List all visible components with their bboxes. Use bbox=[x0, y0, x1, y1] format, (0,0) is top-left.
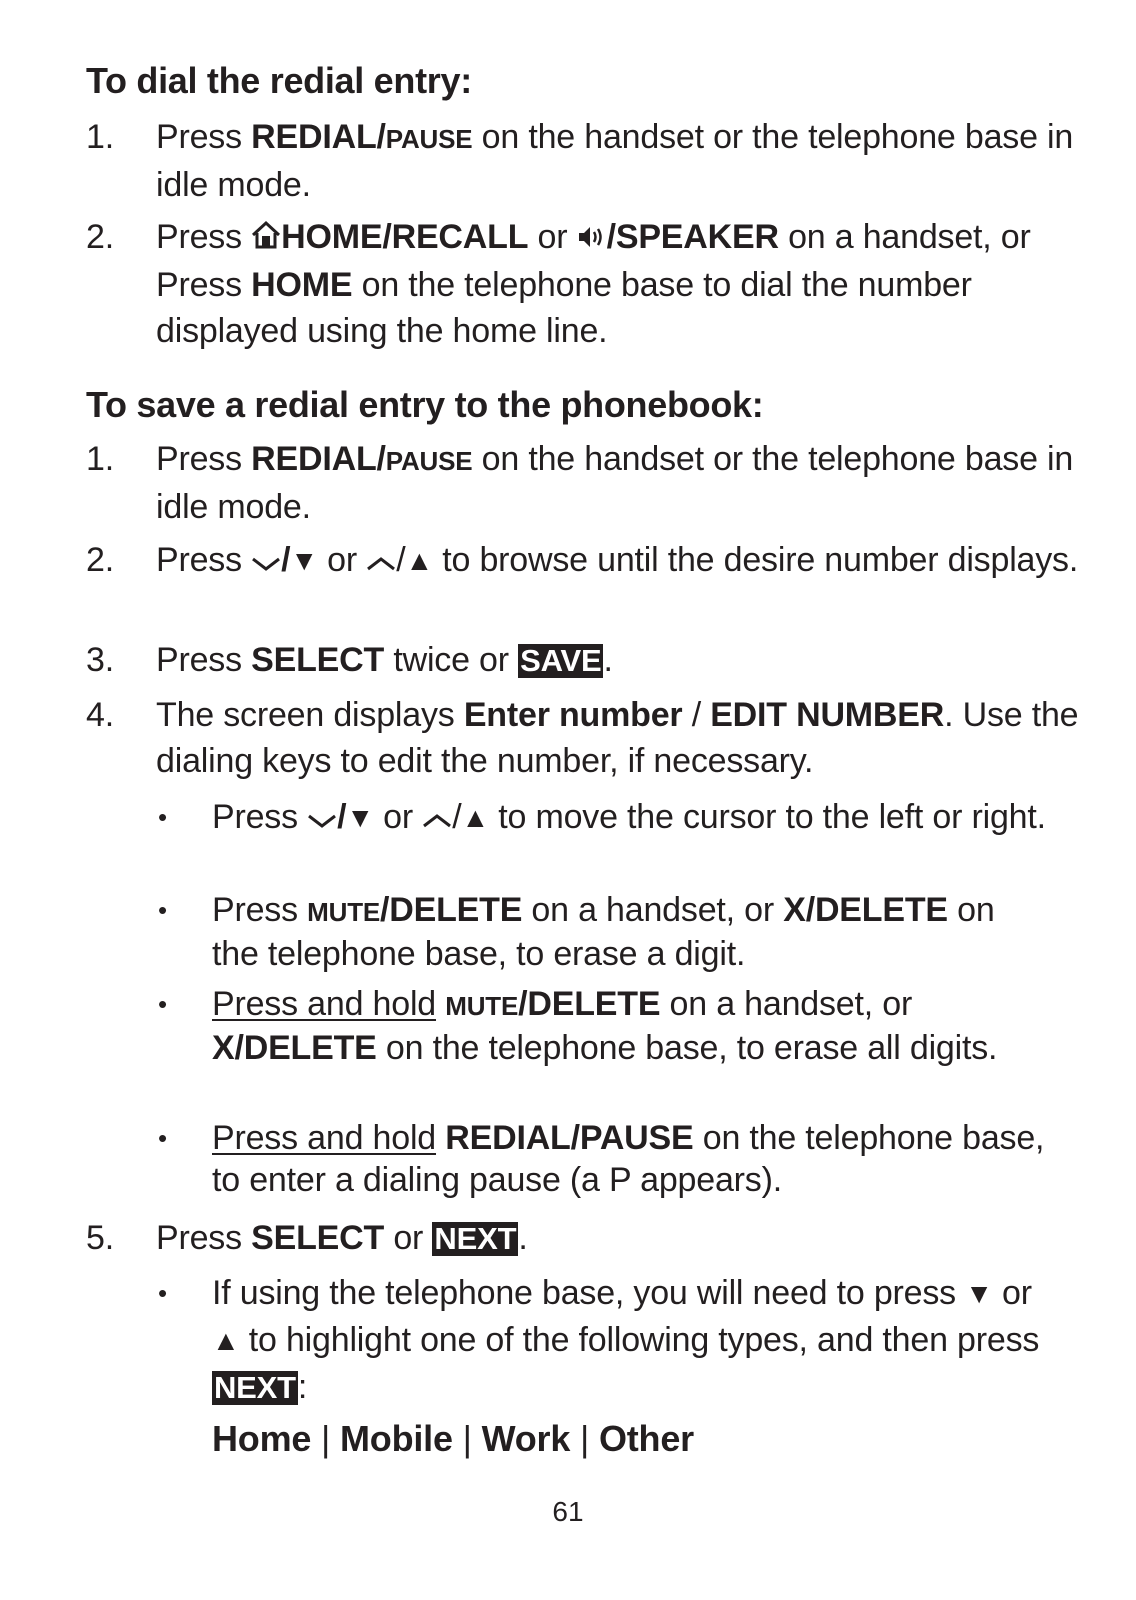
step-number: 4. bbox=[86, 696, 114, 734]
step-text: . bbox=[518, 1219, 528, 1257]
bullet-text: on the telephone base, to erase a digit. bbox=[212, 891, 995, 973]
step-text: to browse until the desire number displays. bbox=[433, 541, 1079, 579]
down-triangle-icon: ▼ bbox=[965, 1278, 993, 1309]
screen-text-enter-number: Enter number bbox=[463, 696, 683, 734]
bullet-mark: • bbox=[158, 1278, 167, 1308]
key-redial-pause: REDIAL/PAUSE bbox=[445, 1119, 694, 1157]
step-number: 2. bbox=[86, 218, 114, 256]
bullet-text: to move the cursor to the left or right. bbox=[489, 798, 1046, 836]
bullet-erase-digit bbox=[150, 889, 1050, 975]
down-chevron-icon bbox=[307, 798, 337, 840]
type-work: Work bbox=[481, 1418, 571, 1459]
up-triangle-icon: ▲ bbox=[405, 545, 434, 576]
key-delete: /DELETE bbox=[380, 891, 523, 929]
press-and-hold-text: Press and hold bbox=[212, 1119, 437, 1157]
bullet-text: to highlight one of the following types, and then press bbox=[239, 1321, 1040, 1359]
up-chevron-icon bbox=[422, 798, 452, 840]
slash: / bbox=[452, 798, 462, 836]
type-separator: | bbox=[321, 1418, 331, 1459]
step-text: on the handset or the telephone base in idle mode. bbox=[156, 118, 1074, 204]
bullet-mark: • bbox=[158, 802, 167, 832]
bullet-text bbox=[436, 985, 445, 1023]
screen-text-edit-number: EDIT NUMBER bbox=[710, 696, 945, 734]
type-home: Home bbox=[212, 1418, 312, 1459]
bullet-mark: • bbox=[158, 1123, 167, 1153]
save-step-4 bbox=[86, 692, 1086, 784]
phone-type-options bbox=[212, 1418, 694, 1460]
up-triangle-icon: ▲ bbox=[461, 802, 490, 833]
type-other: Other bbox=[598, 1418, 694, 1459]
bullet-text: or bbox=[992, 1274, 1032, 1312]
step-text: Press bbox=[156, 641, 252, 679]
bullet-text: Press bbox=[212, 891, 308, 929]
bullet-text: or bbox=[373, 798, 423, 836]
dial-step-2 bbox=[86, 214, 1086, 354]
step-number: 2. bbox=[86, 541, 114, 579]
bullet-text: : bbox=[297, 1368, 308, 1406]
step-text: . Use the dialing keys to edit the number, if necessary. bbox=[156, 696, 1079, 780]
key-delete: /DELETE bbox=[518, 985, 661, 1023]
step-text: Press bbox=[156, 118, 252, 156]
home-icon bbox=[251, 216, 281, 262]
softkey-save: SAVE bbox=[520, 643, 602, 678]
bullet-text: on a handset, or bbox=[660, 985, 913, 1023]
step-number: 1. bbox=[86, 118, 114, 156]
bullet-text: If using the telephone base, you will need to press bbox=[212, 1274, 966, 1312]
save-step-1 bbox=[86, 436, 1086, 530]
step-text: or bbox=[528, 218, 577, 256]
step-text: . bbox=[603, 641, 613, 679]
step-text: The screen displays bbox=[156, 696, 464, 734]
slash: / bbox=[281, 541, 291, 579]
key-redial: REDIAL/ bbox=[251, 118, 386, 156]
step-text: on the telephone base to dial the number displayed using the home line. bbox=[156, 266, 972, 351]
step-text: twice or bbox=[384, 641, 519, 679]
softkey-next: NEXT bbox=[434, 1221, 517, 1256]
step-number: 3. bbox=[86, 641, 114, 679]
key-pause: PAUSE bbox=[385, 124, 473, 154]
section-heading-dial-redial: To dial the redial entry: bbox=[86, 60, 472, 101]
key-x-delete: X/DELETE bbox=[212, 1029, 377, 1067]
dial-step-1 bbox=[86, 114, 1086, 208]
bullet-text: Press bbox=[212, 798, 308, 836]
softkey-next: NEXT bbox=[214, 1370, 296, 1405]
bullet-text bbox=[436, 1119, 445, 1157]
key-mute: MUTE bbox=[445, 991, 519, 1021]
key-home: HOME bbox=[251, 266, 353, 305]
step-text: or bbox=[317, 541, 367, 579]
bullet-mark: • bbox=[158, 989, 167, 1019]
bullet-move-cursor bbox=[150, 796, 1050, 840]
bullet-text: on a handset, or bbox=[522, 891, 784, 929]
type-separator: | bbox=[579, 1418, 590, 1459]
step-number: 5. bbox=[86, 1219, 114, 1257]
slash: / bbox=[396, 541, 406, 579]
step-text: on a handset, or Press bbox=[156, 218, 1031, 305]
step-text: Press bbox=[156, 541, 252, 579]
key-pause: PAUSE bbox=[385, 446, 473, 476]
type-mobile: Mobile bbox=[340, 1418, 453, 1459]
bullet-telephone-base-types bbox=[150, 1270, 1050, 1410]
bullet-erase-all bbox=[150, 983, 1050, 1069]
down-triangle-icon: ▼ bbox=[346, 802, 374, 833]
key-select: SELECT bbox=[251, 641, 385, 679]
bullet-text: on the telephone base, to enter a dialing pause (a P appears). bbox=[212, 1119, 1045, 1199]
slash: / bbox=[337, 798, 347, 836]
down-chevron-icon bbox=[251, 539, 281, 585]
step-text: Press bbox=[156, 1219, 252, 1257]
step-text: / bbox=[682, 696, 711, 734]
key-mute: MUTE bbox=[307, 897, 381, 927]
type-separator: | bbox=[462, 1418, 472, 1459]
key-redial: REDIAL/ bbox=[251, 440, 386, 478]
bullet-text: on the telephone base, to erase all digits. bbox=[376, 1029, 998, 1067]
step-text: Press bbox=[156, 218, 252, 256]
key-home-recall: HOME/RECALL bbox=[281, 218, 529, 256]
up-chevron-icon bbox=[366, 539, 396, 585]
bullet-dialing-pause bbox=[150, 1117, 1050, 1201]
save-step-2 bbox=[86, 537, 1086, 585]
save-step-3 bbox=[86, 637, 1086, 683]
step-text: or bbox=[384, 1219, 433, 1257]
save-step-5 bbox=[86, 1215, 1086, 1261]
key-x-delete: X/DELETE bbox=[783, 891, 948, 929]
bullet-mark: • bbox=[158, 895, 167, 925]
up-triangle-icon: ▲ bbox=[212, 1325, 240, 1356]
key-speaker: /SPEAKER bbox=[606, 218, 779, 256]
step-text: Press bbox=[156, 440, 252, 478]
step-number: 1. bbox=[86, 440, 114, 478]
speaker-icon bbox=[577, 216, 607, 262]
page-number: 61 bbox=[552, 1496, 584, 1527]
step-text: on the handset or the telephone base in idle mode. bbox=[156, 440, 1074, 526]
down-triangle-icon: ▼ bbox=[290, 545, 318, 576]
key-select: SELECT bbox=[251, 1219, 385, 1257]
section-heading-save-redial: To save a redial entry to the phonebook: bbox=[86, 384, 764, 425]
press-and-hold-text: Press and hold bbox=[212, 985, 437, 1023]
